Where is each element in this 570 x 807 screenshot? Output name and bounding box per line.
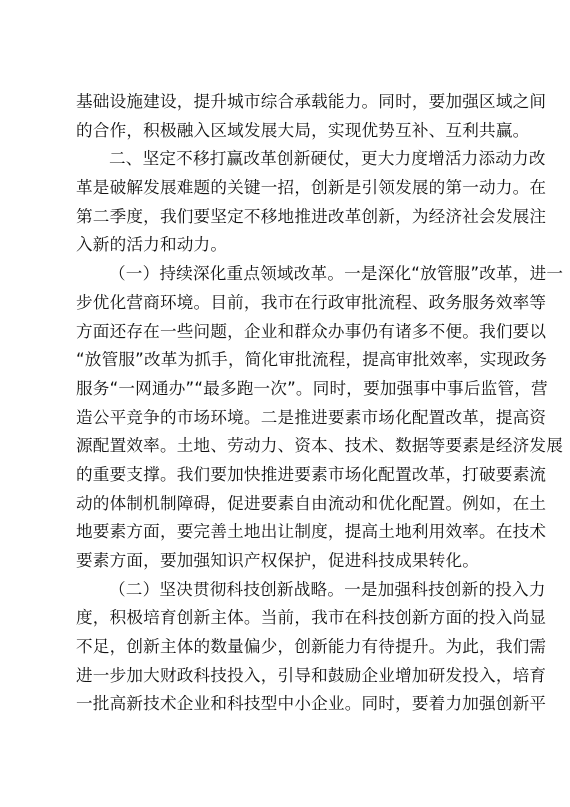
text-line: 的重要支撑。我们要加快推进要素市场化配置改革，打破要素流 [76, 464, 547, 484]
text-line: 动的体制机制障碍，促进要素自由流动和优化配置。例如，在土 [76, 493, 547, 513]
text-line: 一批高新技术企业和科技型中小企业。同时，要着力加强创新平 [76, 694, 547, 714]
text-line: 的合作，积极融入区域发展大局，实现优势互补、互利共赢。 [76, 120, 530, 140]
text-line: 革是破解发展难题的关键一招，创新是引领发展的第一动力。在 [76, 178, 547, 198]
text-line: 服务“一网通办”“最多跑一次”。同时，要加强事中事后监管，营 [76, 378, 548, 398]
text-line: 源配置效率。土地、劳动力、资本、技术、数据等要素是经济发展 [76, 436, 564, 456]
text-line: 进一步加大财政科技投入，引导和鼓励企业增加研发投入，培育 [76, 665, 547, 685]
section-heading-line: 二、坚定不移打赢改革创新硬仗，更大力度增活力添动力改 [109, 149, 546, 169]
text-line: 地要素方面，要完善土地出让制度，提高土地利用效率。在技术 [76, 522, 547, 542]
text-line: 基础设施建设，提升城市综合承载能力。同时，要加强区域之间 [76, 92, 547, 111]
subsection-heading-line: （一）持续深化重点领域改革。一是深化“放管服”改革，进一 [109, 264, 564, 284]
text-line: 不足，创新主体的数量偏少，创新能力有待提升。为此，我们需 [76, 637, 547, 657]
text-line: 造公平竞争的市场环境。二是推进要素市场化配置改革，提高资 [76, 407, 547, 427]
text-line: 要素方面，要加强知识产权保护，促进科技成果转化。 [76, 551, 480, 570]
text-line: 第二季度，我们要坚定不移地推进改革创新，为经济社会发展注 [76, 206, 547, 226]
text-line: 度，积极培育创新主体。当前，我市在科技创新方面的投入尚显 [76, 608, 547, 628]
text-line: 步优化营商环境。目前，我市在行政审批流程、政务服务效率等 [76, 292, 547, 312]
text-line: “放管服”改革为抓手，简化审批流程，提高审批效率，实现政务 [76, 350, 548, 370]
document-page [76, 88, 564, 719]
text-line: 入新的活力和动力。 [76, 235, 228, 255]
text-line: 方面还存在一些问题，企业和群众办事仍有诸多不便。我们要以 [76, 321, 547, 341]
subsection-heading-line: （二）坚决贯彻科技创新战略。一是加强科技创新的投入力 [109, 579, 546, 599]
